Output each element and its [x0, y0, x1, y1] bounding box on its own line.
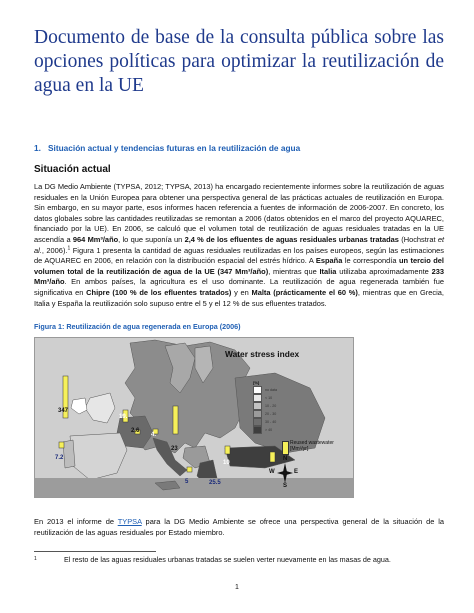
bar-label-malta: 5	[185, 479, 189, 485]
italic-run: et al.	[34, 234, 445, 255]
bar-label-spain: 347	[58, 408, 69, 414]
bold-run: España	[315, 256, 343, 266]
legend-item	[253, 402, 285, 410]
text-run: , lo que suponía un	[118, 234, 185, 244]
bold-run: Italia	[319, 266, 337, 276]
legend-label: no data	[265, 388, 277, 392]
legend-item	[253, 418, 285, 426]
footnote	[34, 555, 444, 564]
bold-run: 964 Mm³/año	[72, 234, 119, 244]
footnote-reference[interactable]: 1	[67, 245, 71, 252]
compass-west: W	[269, 469, 275, 475]
legend-label: 10 - 20	[265, 404, 277, 408]
body-paragraph-2	[34, 517, 444, 538]
bar-greece	[225, 446, 230, 454]
text-run: Figura 1 presenta la cantidad de aguas residuales reutilizadas en los países europeos, según las estimaciones de AQUAREC en 2006, en relación con la distribución espacial del estrés hídrico. A	[34, 245, 444, 266]
text-run: La DG Medio Ambiente (TYPSA, 2012; TYPSA, 2013) ha encargado recientemente informes sobre la reutilización de aguas residuales en la Unión Europea para obtener una perspectiva general de las prácticas actuales de reutilización en Europa. Sin embargo, en su mayor parte, esos informes hacen referencia a fuentes de información de 2006-2007. En concreto, los datos globales sobre las cantidades reutilizadas se remontan a 2006 (datos obtenidos en el marco del proyecto AQUAREC, financiado por la UE). En 2006, se calculó que el volumen total de reutilización de aguas residuales tratadas en la UE ascendía a	[34, 182, 444, 244]
text-run: para la DG Medio Ambiente se ofrece una perspectiva general de la situación de la reutilización de las aguas residuales por Estado miembro.	[34, 517, 445, 537]
legend-swatch	[253, 386, 262, 394]
bar-malta	[187, 467, 192, 472]
text-run: . En ambos países, la agricultura es el uso dominante. La reutilización de agua regenerada también fue significativa en	[34, 277, 444, 297]
bar-portugal	[59, 442, 64, 448]
compass-east: E	[294, 469, 299, 475]
legend-item	[253, 386, 285, 394]
compass-south: S	[283, 483, 288, 489]
compass-north: N	[283, 456, 288, 462]
bar-label-germany: 4.	[151, 432, 157, 438]
legend-swatch	[253, 426, 262, 434]
legend-item	[253, 426, 285, 434]
page-number: 1	[235, 584, 239, 591]
legend-swatch	[253, 418, 262, 426]
map-title: Water stress index	[225, 349, 300, 359]
section-title: Situación actual y tendencias futuras en la reutilización de agua	[48, 143, 301, 153]
bold-run: 233 Mm³/año	[34, 266, 444, 287]
section-heading	[34, 143, 300, 153]
reused-wastewater-label: Reused wastewater [Mm³/yr]	[290, 440, 334, 452]
text-run: utilizaba aproximadamente	[336, 266, 432, 276]
text-run: , 2006).	[41, 245, 68, 255]
legend-swatch	[253, 402, 262, 410]
legend-item	[253, 394, 285, 402]
body-paragraph-1	[34, 182, 444, 309]
text-run: y en	[231, 287, 252, 297]
section-number: 1.	[34, 143, 41, 153]
footnote-divider	[34, 551, 156, 552]
bar-label-france: 19.	[119, 414, 128, 420]
europe-water-stress-map	[34, 337, 354, 498]
legend-label: > 40	[265, 428, 273, 432]
bar-label-greece: 10	[223, 460, 230, 466]
bar-label-cyprus: 25.5	[209, 480, 221, 486]
text-run: , mientras que en Grecia, Italia y España la reutilización solo supuso entre el 5 y el 12 % de sus efluentes tratados.	[34, 287, 444, 308]
bar-label-belgium: 2.6	[131, 428, 140, 434]
bold-run: 2,4 % de los efluentes de aguas residuales urbanas tratadas	[184, 234, 399, 244]
water-stress-legend	[253, 386, 285, 438]
legend-item	[253, 410, 285, 418]
text-run: le correspondía	[342, 256, 399, 266]
reused-wastewater-swatch	[282, 441, 289, 455]
legend-label: 30 - 40	[265, 420, 277, 424]
legend-label: 20 - 30	[265, 412, 277, 416]
footnote-text: El resto de las aguas residuales urbanas tratadas se suelen verter nuevamente en las masas de agua.	[64, 555, 391, 564]
figure-caption: Figura 1: Reutilización de agua regenerada en Europa (2006)	[34, 322, 241, 331]
text-run: (Hochstrat	[398, 234, 438, 244]
legend-header: [%]	[253, 380, 260, 385]
typsa-link[interactable]: TYPSA	[117, 517, 142, 526]
footnote-mark: 1	[34, 556, 37, 562]
bar-italy	[173, 406, 178, 434]
subsection-heading: Situación actual	[34, 164, 111, 175]
bar-label-italy: 23	[171, 446, 178, 452]
legend-swatch	[253, 410, 262, 418]
bold-run: Chipre (100 % de los efluentes tratados)	[86, 287, 232, 297]
map-graphic	[35, 338, 353, 497]
bar-label-portugal: 7.2	[55, 455, 64, 461]
legend-label: < 10	[265, 396, 273, 400]
legend-swatch	[253, 394, 262, 402]
text-run: , mientras que	[268, 266, 320, 276]
text-run: En 2013 el informe de	[34, 517, 118, 526]
compass-rose	[269, 456, 299, 489]
bold-run: un tercio del volumen total de la reutilización de agua de la UE (347 Mm³/año)	[34, 256, 445, 276]
bold-run: Malta (prácticamente el 60 %)	[251, 287, 358, 297]
document-title: Documento de base de la consulta pública sobre las opciones políticas para optimizar la reutilización de agua en la UE	[34, 27, 444, 96]
